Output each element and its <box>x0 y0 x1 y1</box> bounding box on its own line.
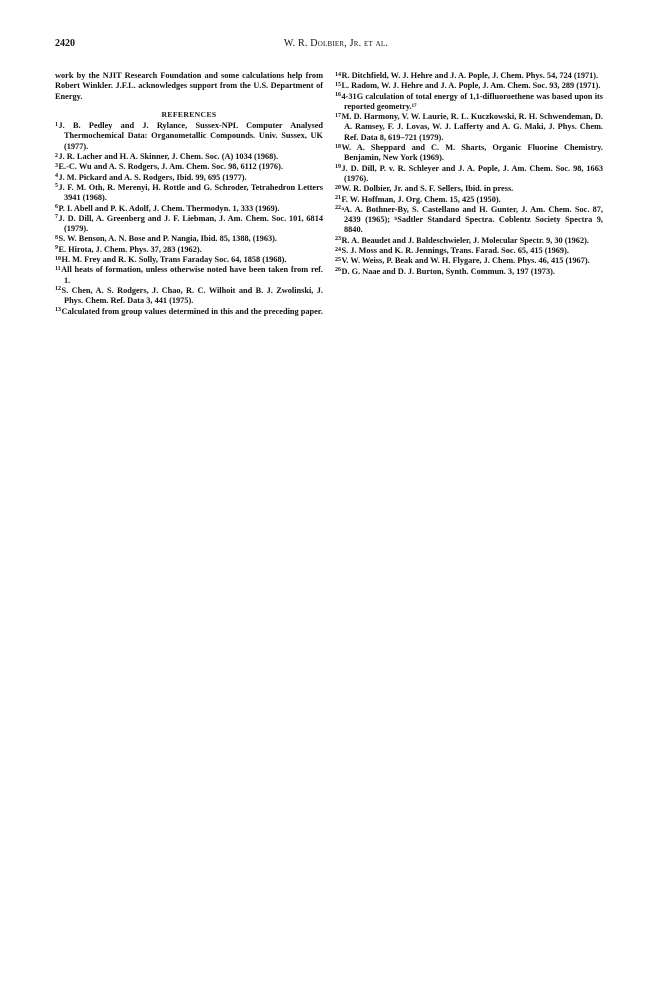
reference-text: J. D. Dill, P. v. R. Schleyer and J. A. Pople, J. Am. Chem. Soc. 98, 1663 (1976). <box>341 163 603 183</box>
reference-text: ᵃA. A. Bothner-By, S. Castellano and H. Gunter, J. Am. Chem. Soc. 87, 2439 (1965); ᵇSadtler Standard Spectra. Coblentz Society Spectra 9, 8840. <box>341 204 603 235</box>
reference-entry <box>335 143 603 164</box>
reference-entry <box>55 286 323 307</box>
reference-text: W. A. Sheppard and C. M. Sharts, Organic Fluorine Chemistry. Benjamin, New York (1969). <box>341 143 603 163</box>
reference-entry <box>335 205 603 236</box>
reference-entry <box>335 112 603 143</box>
reference-number: 19 <box>335 164 341 171</box>
reference-text: S. W. Benson, A. N. Bose and P. Nangia, Ibid. 85, 1388, (1963). <box>58 234 277 244</box>
reference-number: 13 <box>55 307 61 314</box>
acknowledgment-paragraph: work by the NJIT Research Foundation and some calculations help from Robert Winkler. J.F.L. acknowledges support from the U.S. Department of Energy. <box>55 71 323 101</box>
reference-number: 2 <box>55 152 58 159</box>
reference-text: S. Chen, A. S. Rodgers, J. Chao, R. C. Wilhoit and B. J. Zwolinski, J. Phys. Chem. Ref. Data 3, 441 (1975). <box>61 285 323 306</box>
reference-number: 20 <box>335 184 341 191</box>
reference-text: All heats of formation, unless otherwise noted have been taken from ref. 1. <box>61 265 323 285</box>
reference-number: 6 <box>55 204 58 211</box>
reference-list-left <box>55 121 323 317</box>
reference-text: J. D. Dill, A. Greenberg and J. F. Liebman, J. Am. Chem. Soc. 101, 6814 (1979). <box>58 213 323 234</box>
left-column <box>55 71 323 317</box>
reference-text: M. D. Harmony, V. W. Laurie, R. L. Kuczkowski, R. H. Schwendeman, D. A. Ramsey, F. J. Lovas, W. J. Lafferty and A. G. Maki, J. Phys. Chem. Ref. Data 8, 619–721 (1979). <box>341 112 603 142</box>
reference-text: 4-31G calculation of total energy of 1,1-difluoroethene was based upon its reported geometry.¹⁷ <box>341 91 603 111</box>
reference-entry <box>55 307 323 317</box>
reference-text: Calculated from group values determined in this and the preceding paper. <box>61 306 323 316</box>
reference-number: 1 <box>55 121 58 128</box>
reference-number: 22 <box>335 205 341 212</box>
reference-entry <box>55 204 323 214</box>
reference-number: 16 <box>335 92 341 99</box>
reference-text: J. R. Lacher and H. A. Skinner, J. Chem. Soc. (A) 1034 (1968). <box>58 152 279 162</box>
reference-text: F. W. Hoffman, J. Org. Chem. 15, 425 (1950). <box>341 194 501 204</box>
reference-entry <box>335 246 603 256</box>
reference-entry <box>55 152 323 162</box>
reference-number: 3 <box>55 162 58 169</box>
reference-text: L. Radom, W. J. Hehre and J. A. Pople, J. Am. Chem. Soc. 93, 289 (1971). <box>341 81 601 91</box>
reference-number: 4 <box>55 173 58 180</box>
reference-number: 17 <box>335 112 341 119</box>
reference-entry <box>55 173 323 183</box>
reference-entry <box>335 71 603 81</box>
reference-number: 10 <box>55 255 61 262</box>
reference-number: 25 <box>335 256 341 263</box>
reference-text: R. A. Beaudet and J. Baldeschwieler, J. Molecular Spectr. 9, 30 (1962). <box>341 235 589 245</box>
reference-number: 15 <box>335 81 341 88</box>
reference-entry <box>55 162 323 172</box>
right-column <box>335 71 603 277</box>
reference-number: 24 <box>335 246 341 253</box>
reference-number: 11 <box>55 265 61 272</box>
reference-entry <box>335 164 603 185</box>
reference-text: S. J. Moss and K. R. Jennings, Trans. Farad. Soc. 65, 415 (1969). <box>341 246 569 256</box>
reference-entry <box>55 214 323 235</box>
reference-text: W. R. Dolbier, Jr. and S. F. Sellers, Ibid. in press. <box>341 184 514 194</box>
reference-entry <box>55 255 323 265</box>
running-head: W. R. Dolbier, Jr. et al. <box>283 38 389 49</box>
reference-entry <box>55 183 323 204</box>
reference-list-right <box>335 71 603 277</box>
reference-text: H. M. Frey and R. K. Solly, Trans Faraday Soc. 64, 1858 (1968). <box>61 255 287 265</box>
reference-number: 8 <box>55 234 58 241</box>
reference-number: 14 <box>335 71 341 78</box>
reference-text: J. M. Pickard and A. S. Rodgers, Ibid. 99, 695 (1977). <box>58 172 247 182</box>
reference-entry <box>55 121 323 152</box>
reference-text: D. G. Naae and D. J. Burton, Synth. Commun. 3, 197 (1973). <box>341 266 555 276</box>
reference-number: 5 <box>55 183 58 190</box>
reference-entry <box>335 92 603 113</box>
reference-text: P. I. Abell and P. K. Adolf, J. Chem. Thermodyn. 1, 333 (1969). <box>58 203 280 213</box>
reference-number: 9 <box>55 245 58 252</box>
reference-entry <box>335 195 603 205</box>
references-heading: REFERENCES <box>161 109 217 119</box>
reference-number: 21 <box>335 195 341 202</box>
reference-text: R. Ditchfield, W. J. Hehre and J. A. Pople, J. Chem. Phys. 54, 724 (1971). <box>341 71 599 80</box>
reference-entry <box>335 256 603 266</box>
reference-entry <box>335 236 603 246</box>
page-number: 2420 <box>55 38 75 49</box>
reference-number: 26 <box>335 267 341 274</box>
reference-number: 7 <box>55 214 58 221</box>
reference-number: 18 <box>335 143 341 150</box>
page-header <box>55 38 617 54</box>
reference-number: 23 <box>335 236 341 243</box>
reference-number: 12 <box>55 286 61 293</box>
reference-entry <box>55 245 323 255</box>
reference-text: E.-C. Wu and A. S. Rodgers, J. Am. Chem. Soc. 98, 6112 (1976). <box>58 162 283 172</box>
reference-entry <box>335 267 603 277</box>
reference-entry <box>55 234 323 244</box>
reference-text: V. W. Weiss, P. Beak and W. H. Flygare, J. Chem. Phys. 46, 415 (1967). <box>341 256 590 266</box>
reference-entry <box>335 184 603 194</box>
reference-text: J. B. Pedley and J. Rylance, Sussex-NPL Computer Analysed Thermochemical Data: Organometallic Compounds. Univ. Sussex, UK (1977). <box>58 121 323 151</box>
reference-entry <box>55 265 323 286</box>
reference-text: J. F. M. Oth, R. Merenyi, H. Rottle and G. Schroder, Tetrahedron Letters 3941 (1968). <box>58 182 323 203</box>
reference-text: E. Hirota, J. Chem. Phys. 37, 283 (1962). <box>58 244 202 254</box>
reference-entry <box>335 81 603 91</box>
